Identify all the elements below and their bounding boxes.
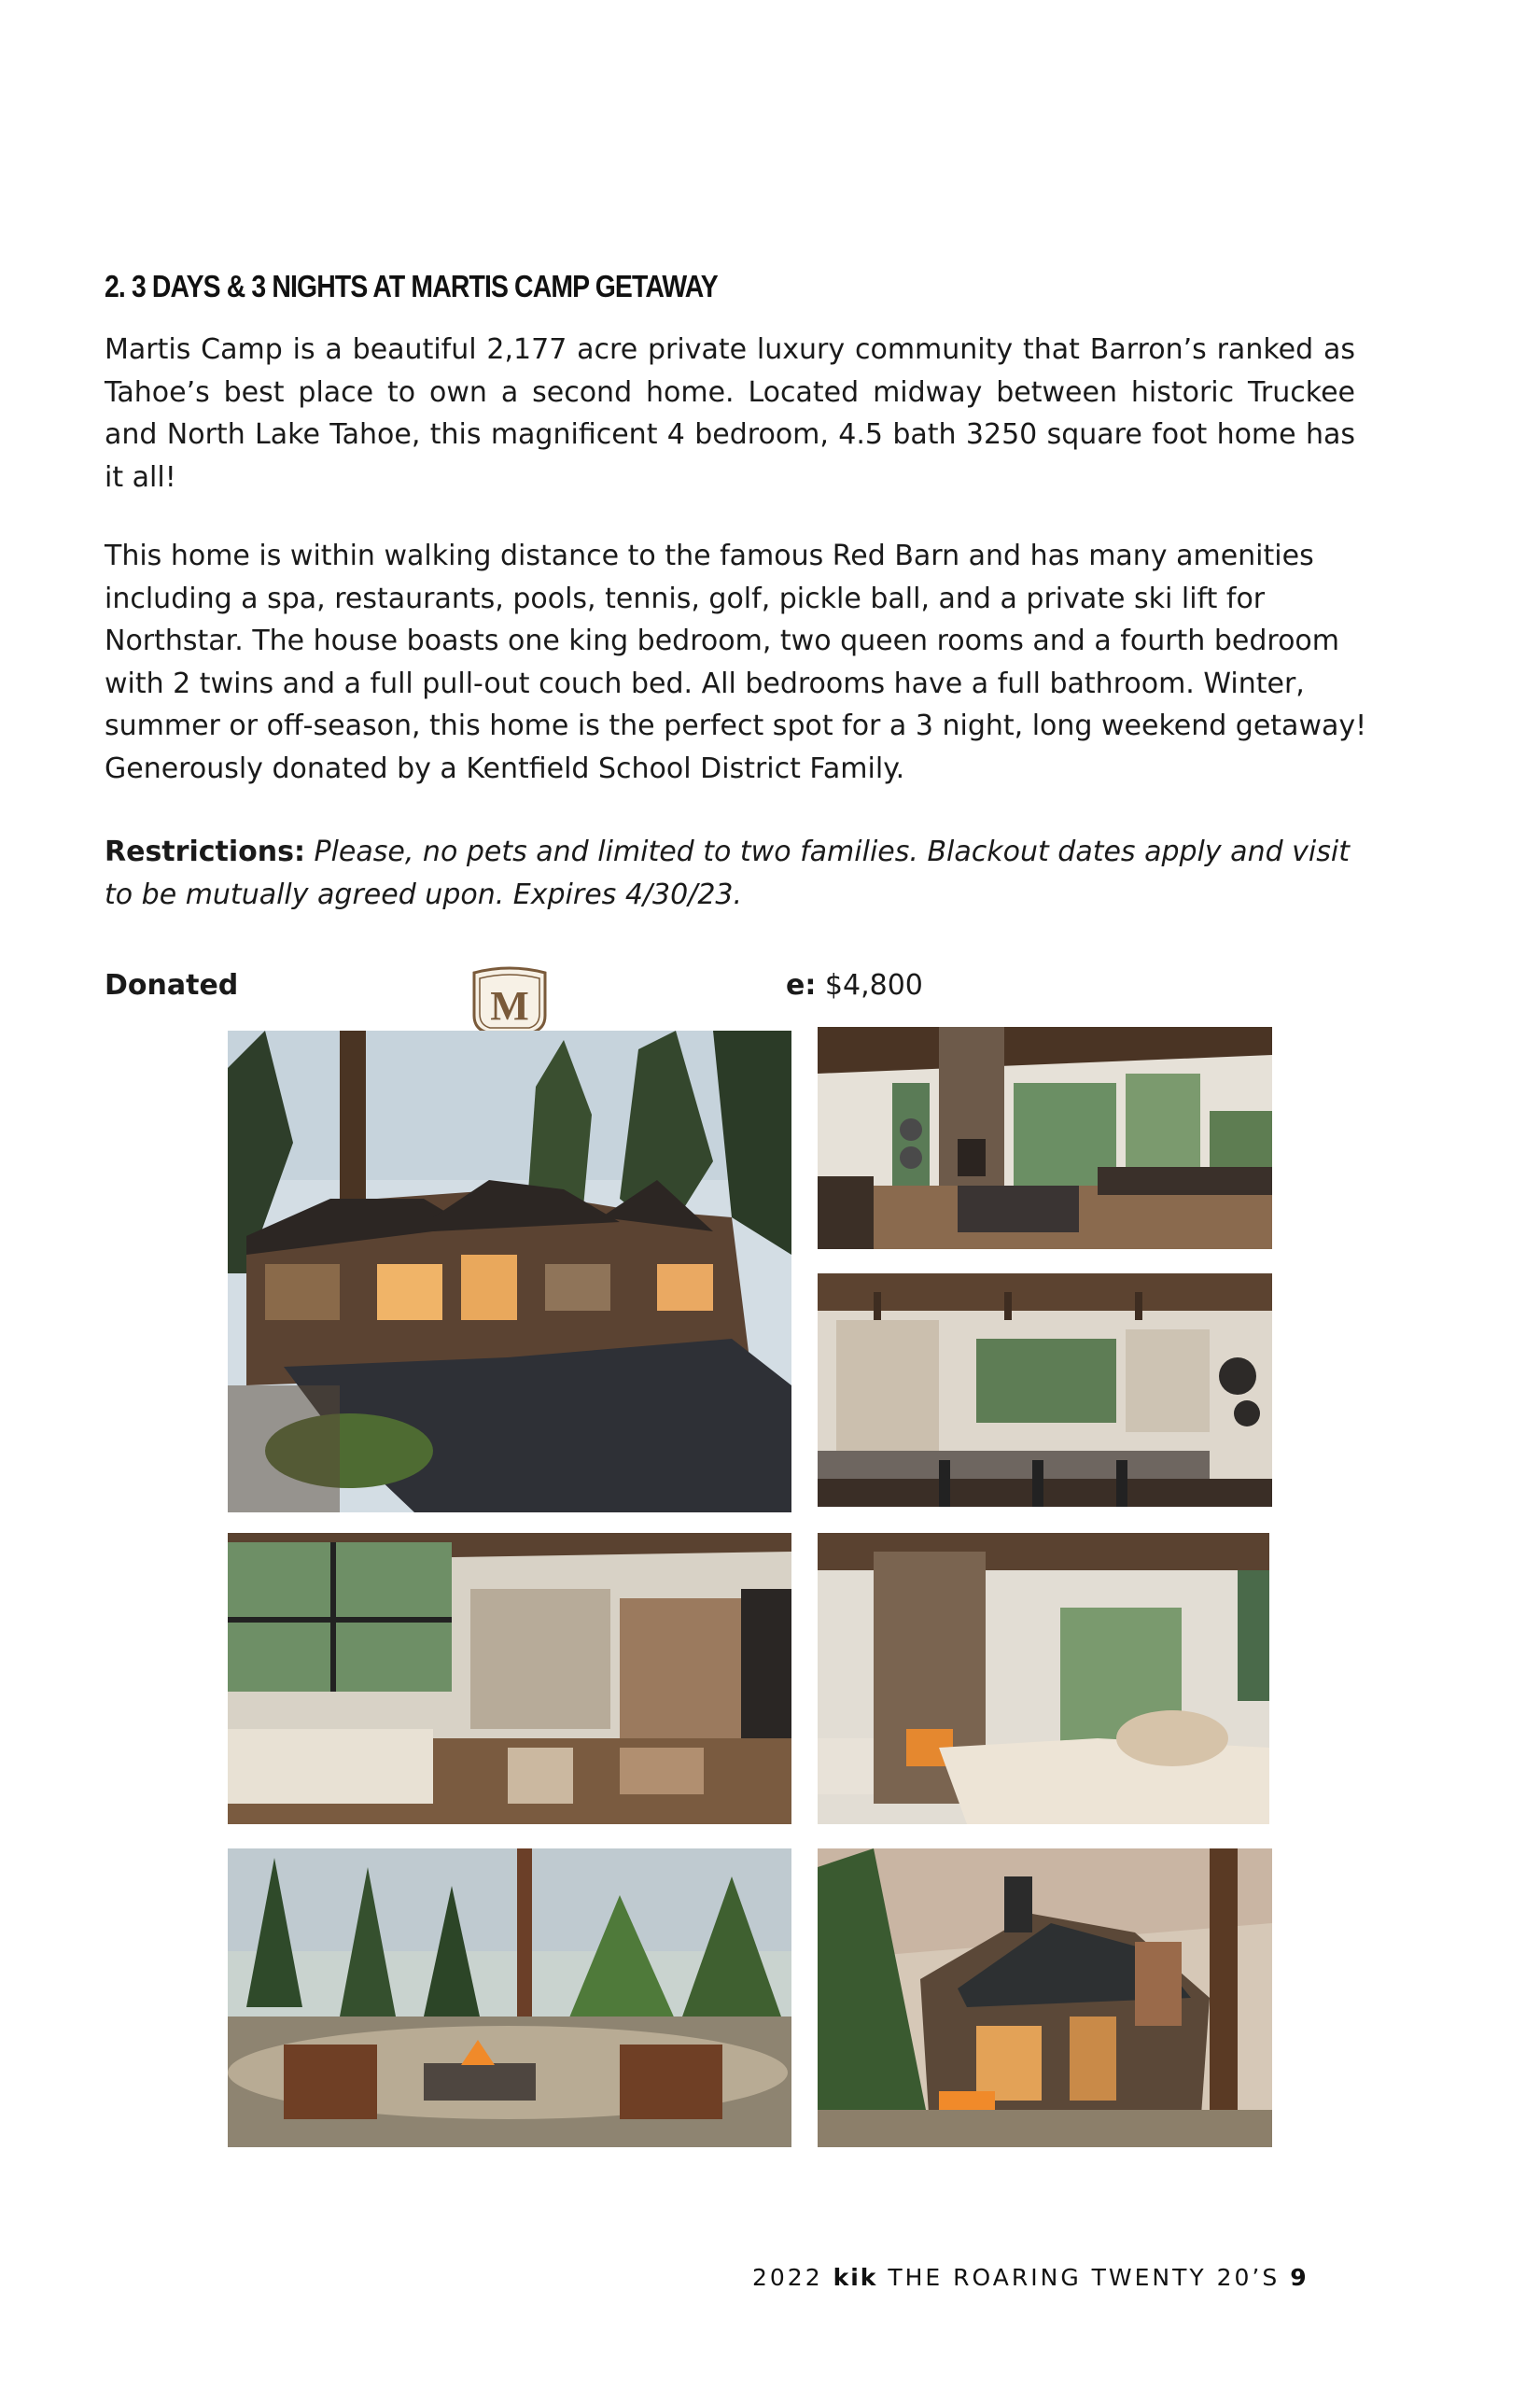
page-footer <box>752 2264 1309 2291</box>
kitchen-photo <box>818 1273 1272 1507</box>
footer-brand: kik <box>833 2264 878 2291</box>
item-restrictions <box>105 831 1374 916</box>
item-description: Martis Camp is a beautiful 2,177 acre private luxury community that Barron’s ranked as Tahoe’s best place to own a second home. Located midway between historic Truckee and North Lake Tahoe, this magnificent 4 bedroom, 4.5 bath 3250 square foot home has it all! <box>105 333 1355 494</box>
bedroom-photo <box>818 1533 1269 1824</box>
donated-label: Donated <box>105 969 239 1002</box>
fire-pit-photo <box>228 1848 791 2147</box>
value-label: e: <box>786 969 817 1002</box>
living-room-photo <box>818 1027 1272 1249</box>
family-room-photo <box>228 1533 791 1824</box>
footer-year: 2022 <box>752 2264 823 2291</box>
value-amount: $4,800 <box>824 969 923 1002</box>
logo-monogram: M <box>490 983 529 1029</box>
item-amenities: This home is within walking distance to the famous Red Barn and has many amenities including a spa, restaurants, pools, tennis, golf, pickle ball, and a private ski lift for Northstar. The house boasts one king bedroom, two queen rooms and a fourth bedroom with 2 twins and a full pull-out couch bed. All bedrooms have a full bathroom. Winter, summer or off-season, this home is the perfect spot for a 3 night, long weekend getaway! Generously donated by a Kentfield School District Family. <box>105 540 1367 785</box>
restrictions-text: Please, no pets and limited to two families. Blackout dates apply and visit to be mutually agreed upon. Expires 4/30/23. <box>105 836 1350 911</box>
house-exterior-photo <box>228 1031 791 1512</box>
restrictions-label: Restrictions: <box>105 836 305 868</box>
item-heading: 2. 3 DAYS & 3 NIGHTS AT MARTIS CAMP GETAWAY <box>105 269 718 303</box>
house-back-photo <box>818 1848 1272 2147</box>
page-number: 9 <box>1290 2264 1309 2291</box>
footer-title: THE ROARING TWENTY 20’S <box>888 2264 1281 2291</box>
value-line <box>786 969 923 1002</box>
